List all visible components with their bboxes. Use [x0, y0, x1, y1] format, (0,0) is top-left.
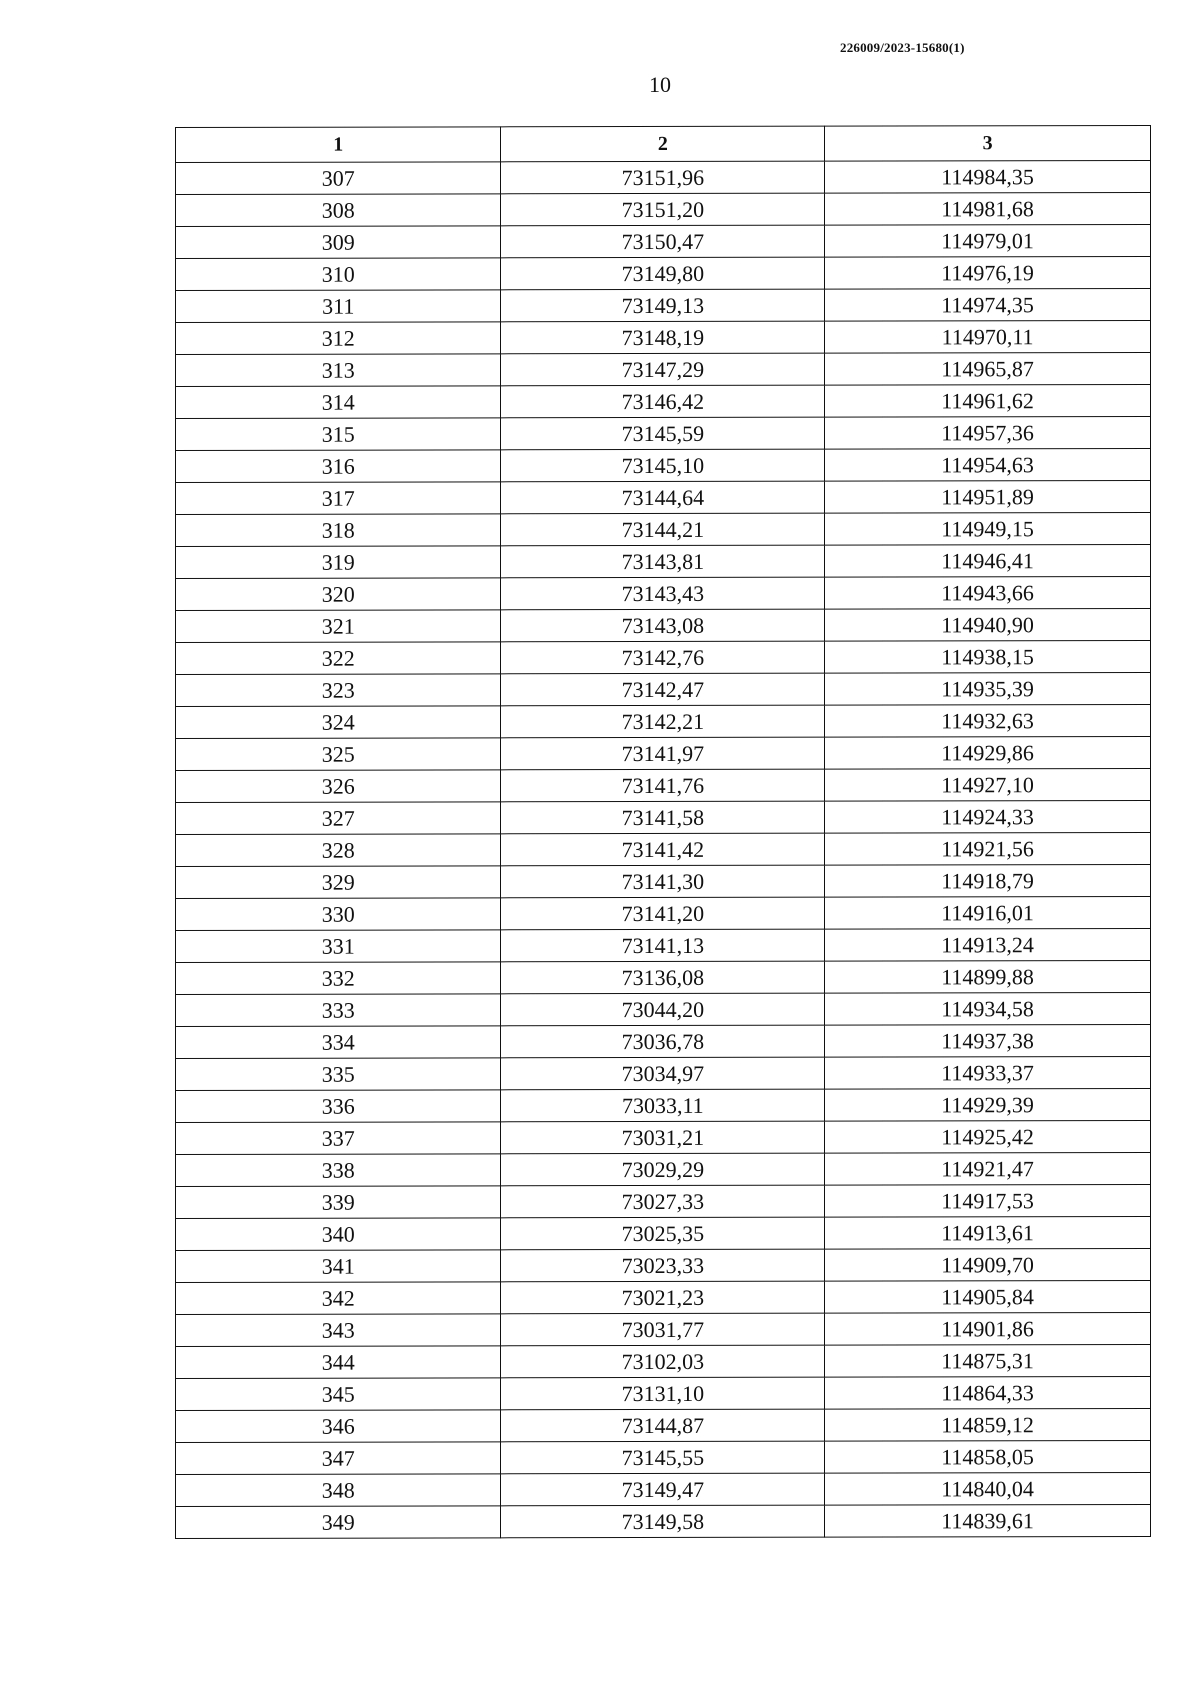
- table-row: [176, 704, 1151, 738]
- y-coordinate-cell: 114961,62: [825, 384, 1151, 417]
- table-row: [176, 960, 1151, 994]
- x-coordinate-cell: 73151,96: [501, 161, 825, 194]
- table-row: [176, 288, 1151, 322]
- y-coordinate-cell: 114924,33: [825, 800, 1151, 833]
- table-row: [176, 320, 1151, 354]
- x-coordinate-cell: 73145,59: [501, 417, 825, 450]
- y-coordinate-cell: 114921,47: [825, 1152, 1151, 1185]
- table-row: [176, 640, 1151, 674]
- y-coordinate-cell: 114946,41: [825, 544, 1151, 577]
- x-coordinate-cell: 73025,35: [501, 1217, 825, 1250]
- table-row: [176, 576, 1151, 610]
- point-number-cell: 323: [176, 674, 501, 707]
- y-coordinate-cell: 114901,86: [825, 1312, 1151, 1345]
- x-coordinate-cell: 73147,29: [501, 353, 825, 386]
- table-row: [176, 1248, 1151, 1282]
- y-coordinate-cell: 114917,53: [825, 1184, 1151, 1217]
- x-coordinate-cell: 73023,33: [501, 1249, 825, 1282]
- x-coordinate-cell: 73142,76: [501, 641, 825, 674]
- point-number-cell: 343: [176, 1314, 501, 1347]
- table-row: [176, 160, 1151, 194]
- table-row: [176, 896, 1151, 930]
- table-row: [176, 1504, 1151, 1538]
- y-coordinate-cell: 114951,89: [825, 480, 1151, 513]
- point-number-cell: 345: [176, 1378, 501, 1411]
- table-row: [176, 1376, 1151, 1410]
- point-number-cell: 348: [176, 1474, 501, 1507]
- y-coordinate-cell: 114929,39: [825, 1088, 1151, 1121]
- x-coordinate-cell: 73143,81: [501, 545, 825, 578]
- point-number-cell: 318: [176, 514, 501, 547]
- table-row: [176, 928, 1151, 962]
- point-number-cell: 338: [176, 1154, 501, 1187]
- y-coordinate-cell: 114935,39: [825, 672, 1151, 705]
- y-coordinate-cell: 114859,12: [825, 1408, 1151, 1441]
- table-row: [176, 256, 1151, 290]
- x-coordinate-cell: 73145,10: [501, 449, 825, 482]
- table-row: [176, 608, 1151, 642]
- table-row: [176, 864, 1151, 898]
- y-coordinate-cell: 114981,68: [825, 192, 1151, 225]
- y-coordinate-cell: 114916,01: [825, 896, 1151, 929]
- column-header-2: 2: [501, 126, 825, 162]
- table-row: [176, 832, 1151, 866]
- table-row: [176, 480, 1151, 514]
- point-number-cell: 317: [176, 482, 501, 515]
- x-coordinate-cell: 73143,43: [501, 577, 825, 610]
- point-number-cell: 324: [176, 706, 501, 739]
- y-coordinate-cell: 114949,15: [825, 512, 1151, 545]
- x-coordinate-cell: 73027,33: [501, 1185, 825, 1218]
- table-row: [176, 416, 1151, 450]
- x-coordinate-cell: 73141,13: [501, 929, 825, 962]
- x-coordinate-cell: 73149,80: [501, 257, 825, 290]
- table-row: [176, 512, 1151, 546]
- x-coordinate-cell: 73141,42: [501, 833, 825, 866]
- table-row: [176, 1312, 1151, 1346]
- y-coordinate-cell: 114979,01: [825, 224, 1151, 257]
- y-coordinate-cell: 114932,63: [825, 704, 1151, 737]
- point-number-cell: 311: [176, 290, 501, 323]
- y-coordinate-cell: 114925,42: [825, 1120, 1151, 1153]
- x-coordinate-cell: 73141,76: [501, 769, 825, 802]
- point-number-cell: 327: [176, 802, 501, 835]
- point-number-cell: 333: [176, 994, 501, 1027]
- x-coordinate-cell: 73141,20: [501, 897, 825, 930]
- y-coordinate-cell: 114875,31: [825, 1344, 1151, 1377]
- y-coordinate-cell: 114938,15: [825, 640, 1151, 673]
- x-coordinate-cell: 73141,58: [501, 801, 825, 834]
- x-coordinate-cell: 73149,13: [501, 289, 825, 322]
- table-row: [176, 224, 1151, 258]
- header-row: [176, 125, 1151, 162]
- point-number-cell: 331: [176, 930, 501, 963]
- table-row: [176, 1408, 1151, 1442]
- point-number-cell: 349: [176, 1506, 501, 1539]
- y-coordinate-cell: 114858,05: [825, 1440, 1151, 1473]
- x-coordinate-cell: 73144,64: [501, 481, 825, 514]
- point-number-cell: 337: [176, 1122, 501, 1155]
- table-row: [176, 736, 1151, 770]
- x-coordinate-cell: 73031,77: [501, 1313, 825, 1346]
- point-number-cell: 313: [176, 354, 501, 387]
- table-row: [176, 800, 1151, 834]
- y-coordinate-cell: 114937,38: [825, 1024, 1151, 1057]
- table-row: [176, 544, 1151, 578]
- point-number-cell: 315: [176, 418, 501, 451]
- y-coordinate-cell: 114927,10: [825, 768, 1151, 801]
- point-number-cell: 325: [176, 738, 501, 771]
- point-number-cell: 321: [176, 610, 501, 643]
- point-number-cell: 326: [176, 770, 501, 803]
- x-coordinate-cell: 73146,42: [501, 385, 825, 418]
- table-row: [176, 1152, 1151, 1186]
- table-body: [176, 160, 1151, 1538]
- table-row: [176, 992, 1151, 1026]
- x-coordinate-cell: 73044,20: [501, 993, 825, 1026]
- y-coordinate-cell: 114918,79: [825, 864, 1151, 897]
- table-row: [176, 672, 1151, 706]
- coordinates-table: [175, 125, 1151, 1539]
- x-coordinate-cell: 73149,47: [501, 1473, 825, 1506]
- point-number-cell: 309: [176, 226, 501, 259]
- point-number-cell: 341: [176, 1250, 501, 1283]
- table-row: [176, 192, 1151, 226]
- table-row: [176, 1056, 1151, 1090]
- x-coordinate-cell: 73148,19: [501, 321, 825, 354]
- y-coordinate-cell: 114899,88: [825, 960, 1151, 993]
- x-coordinate-cell: 73029,29: [501, 1153, 825, 1186]
- y-coordinate-cell: 114921,56: [825, 832, 1151, 865]
- table-row: [176, 1216, 1151, 1250]
- table-header: [176, 125, 1151, 162]
- point-number-cell: 312: [176, 322, 501, 355]
- table-row: [176, 1440, 1151, 1474]
- point-number-cell: 336: [176, 1090, 501, 1123]
- y-coordinate-cell: 114905,84: [825, 1280, 1151, 1313]
- point-number-cell: 344: [176, 1346, 501, 1379]
- y-coordinate-cell: 114864,33: [825, 1376, 1151, 1409]
- column-header-3: 3: [825, 125, 1151, 161]
- x-coordinate-cell: 73131,10: [501, 1377, 825, 1410]
- point-number-cell: 310: [176, 258, 501, 291]
- point-number-cell: 340: [176, 1218, 501, 1251]
- point-number-cell: 339: [176, 1186, 501, 1219]
- point-number-cell: 332: [176, 962, 501, 995]
- x-coordinate-cell: 73150,47: [501, 225, 825, 258]
- table-row: [176, 768, 1151, 802]
- point-number-cell: 328: [176, 834, 501, 867]
- y-coordinate-cell: 114913,24: [825, 928, 1151, 961]
- y-coordinate-cell: 114929,86: [825, 736, 1151, 769]
- y-coordinate-cell: 114954,63: [825, 448, 1151, 481]
- y-coordinate-cell: 114933,37: [825, 1056, 1151, 1089]
- page-number: 10: [649, 72, 671, 97]
- x-coordinate-cell: 73141,97: [501, 737, 825, 770]
- point-number-cell: 307: [176, 162, 501, 195]
- table-row: [176, 1184, 1151, 1218]
- y-coordinate-cell: 114934,58: [825, 992, 1151, 1025]
- x-coordinate-cell: 73144,87: [501, 1409, 825, 1442]
- x-coordinate-cell: 73151,20: [501, 193, 825, 226]
- table-row: [176, 384, 1151, 418]
- point-number-cell: 334: [176, 1026, 501, 1059]
- x-coordinate-cell: 73102,03: [501, 1345, 825, 1378]
- point-number-cell: 329: [176, 866, 501, 899]
- table-row: [176, 1024, 1151, 1058]
- y-coordinate-cell: 114976,19: [825, 256, 1151, 289]
- y-coordinate-cell: 114970,11: [825, 320, 1151, 353]
- x-coordinate-cell: 73142,21: [501, 705, 825, 738]
- y-coordinate-cell: 114839,61: [825, 1504, 1151, 1537]
- x-coordinate-cell: 73144,21: [501, 513, 825, 546]
- x-coordinate-cell: 73149,58: [501, 1505, 825, 1538]
- y-coordinate-cell: 114940,90: [825, 608, 1151, 641]
- column-header-1: 1: [176, 127, 501, 163]
- table-row: [176, 1088, 1151, 1122]
- x-coordinate-cell: 73145,55: [501, 1441, 825, 1474]
- table-row: [176, 352, 1151, 386]
- point-number-cell: 330: [176, 898, 501, 931]
- x-coordinate-cell: 73141,30: [501, 865, 825, 898]
- point-number-cell: 316: [176, 450, 501, 483]
- y-coordinate-cell: 114984,35: [825, 160, 1151, 193]
- point-number-cell: 342: [176, 1282, 501, 1315]
- point-number-cell: 322: [176, 642, 501, 675]
- point-number-cell: 319: [176, 546, 501, 579]
- table-row: [176, 1344, 1151, 1378]
- y-coordinate-cell: 114840,04: [825, 1472, 1151, 1505]
- point-number-cell: 320: [176, 578, 501, 611]
- x-coordinate-cell: 73021,23: [501, 1281, 825, 1314]
- document-reference: 226009/2023-15680(1): [840, 40, 965, 55]
- table-row: [176, 448, 1151, 482]
- x-coordinate-cell: 73031,21: [501, 1121, 825, 1154]
- x-coordinate-cell: 73033,11: [501, 1089, 825, 1122]
- y-coordinate-cell: 114943,66: [825, 576, 1151, 609]
- x-coordinate-cell: 73136,08: [501, 961, 825, 994]
- y-coordinate-cell: 114913,61: [825, 1216, 1151, 1249]
- point-number-cell: 347: [176, 1442, 501, 1475]
- point-number-cell: 346: [176, 1410, 501, 1443]
- x-coordinate-cell: 73143,08: [501, 609, 825, 642]
- point-number-cell: 308: [176, 194, 501, 227]
- x-coordinate-cell: 73036,78: [501, 1025, 825, 1058]
- x-coordinate-cell: 73142,47: [501, 673, 825, 706]
- x-coordinate-cell: 73034,97: [501, 1057, 825, 1090]
- y-coordinate-cell: 114965,87: [825, 352, 1151, 385]
- point-number-cell: 314: [176, 386, 501, 419]
- y-coordinate-cell: 114974,35: [825, 288, 1151, 321]
- table-row: [176, 1472, 1151, 1506]
- point-number-cell: 335: [176, 1058, 501, 1091]
- y-coordinate-cell: 114909,70: [825, 1248, 1151, 1281]
- table-row: [176, 1120, 1151, 1154]
- y-coordinate-cell: 114957,36: [825, 416, 1151, 449]
- table-row: [176, 1280, 1151, 1314]
